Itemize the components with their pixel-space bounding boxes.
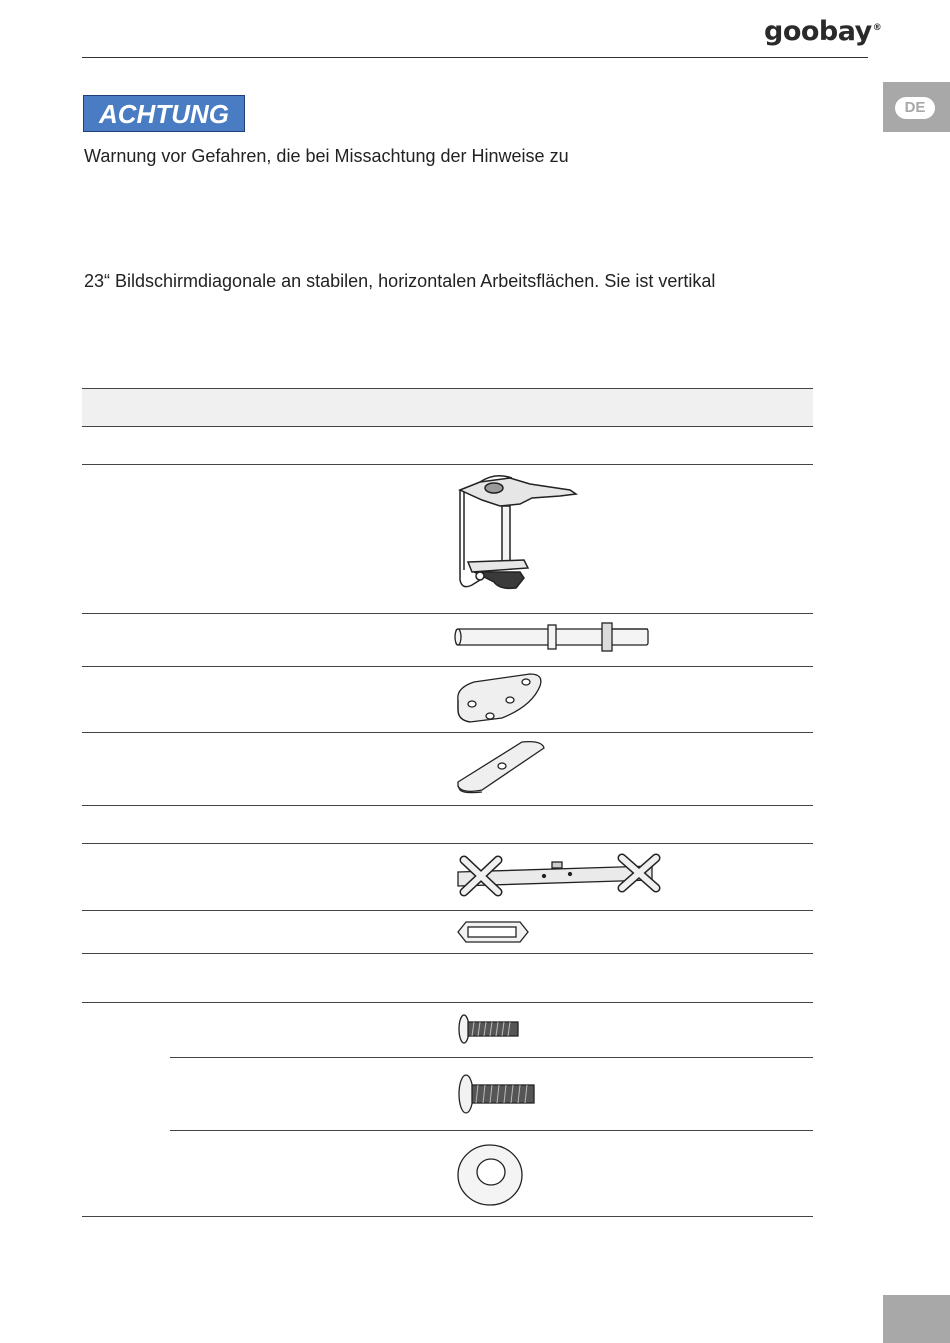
language-tab <box>883 82 950 132</box>
achtung-label: ACHTUNG <box>83 95 245 132</box>
intro-text: 23“ Bildschirmdiagonale an stabilen, horizontalen Arbeitsflächen. Sie ist vertikal <box>84 271 716 291</box>
dual-vesa-bracket-icon <box>452 852 664 900</box>
language-label: DE <box>895 97 935 119</box>
short-screw-icon <box>454 1012 522 1046</box>
table-row-divider <box>82 953 813 954</box>
base-plate-icon <box>452 670 548 726</box>
long-screw-icon <box>454 1072 538 1116</box>
brand-logo <box>764 16 881 47</box>
table-row-divider <box>82 732 813 733</box>
page-number-tab <box>883 1295 950 1343</box>
table-subrow-divider <box>170 1130 813 1131</box>
table-row-divider <box>82 426 813 427</box>
table-row-divider <box>82 805 813 806</box>
logo-text: goobay <box>764 16 872 47</box>
table-row-divider <box>82 843 813 844</box>
table-row-divider <box>82 464 813 465</box>
registered-mark: ® <box>872 23 882 33</box>
table-row-divider <box>82 910 813 911</box>
desk-clamp-icon <box>450 470 580 600</box>
cable-clip-icon <box>454 920 530 944</box>
washer-icon <box>454 1140 526 1208</box>
table-subrow-divider <box>170 1057 813 1058</box>
table-header <box>82 389 813 426</box>
table-row-divider <box>82 666 813 667</box>
table-bottom-rule <box>82 1216 813 1217</box>
support-pole-icon <box>452 620 652 654</box>
header-divider <box>82 57 868 58</box>
table-row-divider <box>82 1002 813 1003</box>
table-row-divider <box>82 613 813 614</box>
clamp-plate-icon <box>452 738 548 796</box>
warning-text: Warnung vor Gefahren, die bei Missachtung der Hinweise zu <box>84 146 569 166</box>
